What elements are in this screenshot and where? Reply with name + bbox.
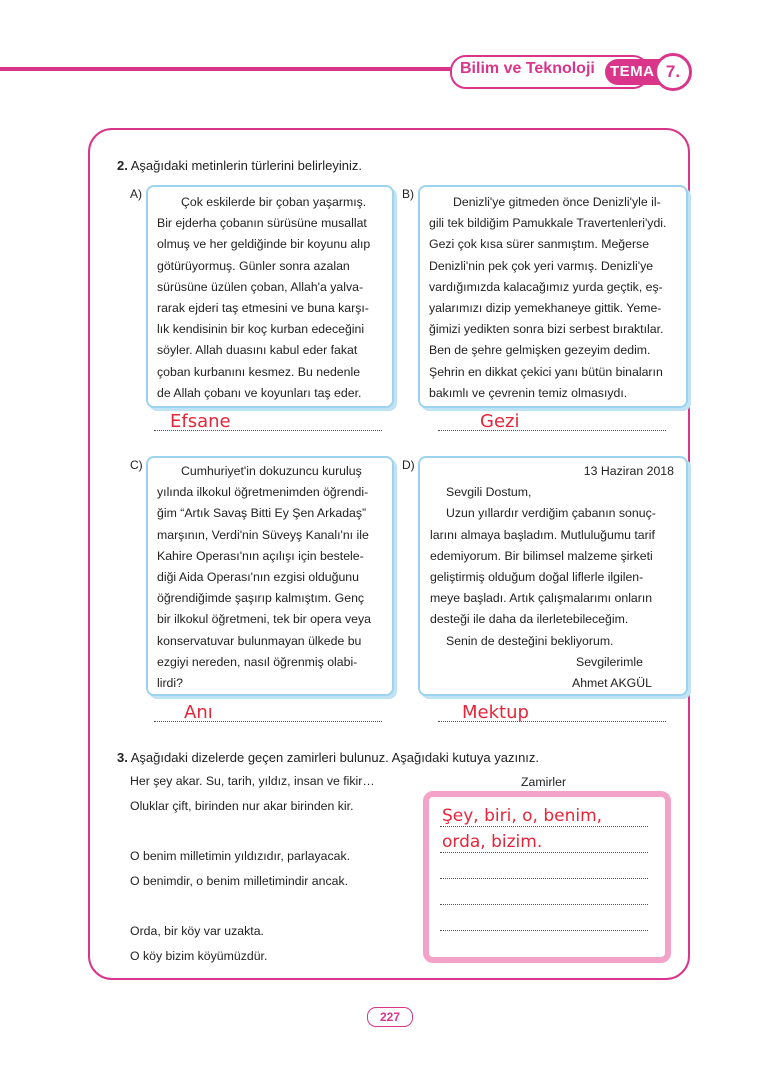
text-line: Ben de şehre gelmişken gezeyim dedim. xyxy=(429,343,651,358)
question-text: Aşağıdaki metinlerin türlerini belirleyiniz. xyxy=(130,158,362,173)
text-line: ğim “Artık Savaş Bitti Ey Şen Arkadaş” xyxy=(157,506,367,521)
tema-number: 7. xyxy=(665,62,681,81)
text-box-a xyxy=(146,185,394,408)
text-line: desteği ile daha da ilerletebileceğim. xyxy=(430,612,629,627)
verse-line: Her şey akar. Su, tarih, yıldız, insan ve fikir… xyxy=(130,774,375,788)
text-line: sürüsüne üzülen çoban, Allah'a yalva- xyxy=(157,279,364,294)
question-text: Aşağıdaki dizelerde geçen zamirleri bulunuz. Aşağıdaki kutuya yazınız. xyxy=(130,750,540,765)
text-line: geliştirmiş olduğum doğal liflerle ilgilen- xyxy=(430,570,644,585)
text-box-b xyxy=(418,185,688,408)
text-line: Gezi çok kısa sürer sanmıştım. Meğerse xyxy=(429,237,650,252)
theme-title: Bilim ve Teknoloji xyxy=(460,60,595,77)
text-line: edemiyorum. Bir bilimsel malzeme şirketi xyxy=(430,548,653,563)
text-line: Denizli'nin pek çok yeri varmış. Denizli'ye xyxy=(429,258,654,273)
letter-date: 13 Haziran 2018 xyxy=(583,464,674,478)
answer-line[interactable] xyxy=(440,878,648,879)
verse-line: O köy bizim köyümüzdür. xyxy=(130,949,268,963)
verse-line: Orda, bir köy var uzakta. xyxy=(130,924,264,938)
text-line: çoban kurbanını kesmez. Bu nedenle xyxy=(157,364,361,379)
text-line: meye başladı. Artık çalışmalarımı onların xyxy=(430,591,653,606)
answer-a: Efsane xyxy=(170,411,231,432)
text-c-body xyxy=(157,461,382,694)
text-line: Uzun yıllardır verdiğim çabanın sonuç- xyxy=(446,506,656,521)
answer-line[interactable] xyxy=(440,930,648,931)
text-line: yılında ilkokul öğretmenimden öğrendi- xyxy=(157,485,369,500)
answer-line[interactable] xyxy=(440,904,648,905)
text-line: rarak ejderi taş etmesini ve buna karşı- xyxy=(157,301,369,316)
text-box-d xyxy=(418,456,688,696)
question-number: 2. xyxy=(117,158,128,173)
text-c-letter: C) xyxy=(130,458,143,472)
text-line: Çok eskilerde bir çoban yaşarmış. xyxy=(181,195,367,209)
text-line: lık kendisinin bir koç kurban edeceğini xyxy=(157,322,365,337)
verse-line: Oluklar çift, birinden nur akar birinden kir. xyxy=(130,799,354,813)
text-box-c xyxy=(146,456,394,696)
pronoun-answer-line: Şey, biri, o, benim, xyxy=(442,806,603,826)
text-line: Şehrin en dikkat çekici yanı bütün binaların xyxy=(429,364,663,379)
answer-d: Mektup xyxy=(462,702,529,723)
text-line: götürüyormuş. Günler sonra azalan xyxy=(157,258,350,273)
text-line: diği Aida Operası'nın ezgisi olduğunu xyxy=(157,570,359,585)
text-line: Denizli'ye gitmeden önce Denizli'yle il- xyxy=(453,195,661,209)
text-d-body xyxy=(430,461,674,694)
text-line: gili tek bildiğim Pamukkale Travertenleri'ydi. xyxy=(429,216,667,231)
answer-line[interactable] xyxy=(440,826,648,827)
header-rule xyxy=(0,67,470,71)
text-line: ezgiyi nereden, nasıl öğrenmiş olabi- xyxy=(157,654,358,669)
letter-greeting: Sevgili Dostum, xyxy=(446,485,532,500)
verse-line: O benim milletimin yıldızıdır, parlayacak. xyxy=(130,849,351,863)
text-line: Cumhuriyet'in dokuzuncu kuruluş xyxy=(181,464,362,478)
answer-line-b[interactable] xyxy=(438,430,666,431)
page-number: 227 xyxy=(367,1007,413,1027)
text-line: bakımlı ve çevrenin temiz olmasıydı. xyxy=(429,385,628,400)
text-a-body xyxy=(157,192,382,404)
question-2-prompt xyxy=(117,158,362,173)
pronoun-box-label: Zamirler xyxy=(521,775,567,789)
answer-b: Gezi xyxy=(480,411,520,432)
text-line: lirdi? xyxy=(157,676,183,691)
text-line: ğimizi yedikten sonra bizi serbest bıraktılar. xyxy=(429,322,664,337)
text-line: de Allah çobanı ve koyunları taş eder. xyxy=(157,385,362,400)
text-line: Bir ejderha çobanın sürüsüne musallat xyxy=(157,216,367,231)
text-line: söyler. Allah duasını kabul eder fakat xyxy=(157,343,358,358)
text-line: öğrendiğimde şaşırıp kalmıştım. Genç xyxy=(157,591,365,606)
text-line: Kahire Operası'nın açılışı için bestele- xyxy=(157,548,364,563)
text-line: marşının, Verdi'nin Süveyş Kanalı'nı ile xyxy=(157,527,369,542)
letter-closing: Senin de desteğini bekliyorum. xyxy=(446,633,614,648)
text-line: vardığımızda kalacağımız yurda geçtik, eş- xyxy=(429,279,663,294)
question-number: 3. xyxy=(117,750,128,765)
text-b-body xyxy=(429,192,677,404)
answer-c: Anı xyxy=(184,702,213,723)
letter-regards: Sevgilerimle xyxy=(576,654,643,669)
letter-signature: Ahmet AKGÜL xyxy=(572,676,652,691)
text-line: olmuş ve her geldiğinde bir koyunu alıp xyxy=(157,237,371,252)
text-line: bir ilkokul öğretmeni, tek bir opera veya xyxy=(157,612,371,627)
text-line: konservatuvar bulunmayan ülkede bu xyxy=(157,633,362,648)
text-d-letter: D) xyxy=(402,458,415,472)
text-line: yalarımızı dizip yemekhaneye gittik. Yeme- xyxy=(429,301,662,316)
text-b-letter: B) xyxy=(402,187,414,201)
question-3-prompt xyxy=(117,750,539,765)
verse-line: O benimdir, o benim milletimindir ancak. xyxy=(130,874,349,888)
pronoun-answer-line: orda, bizim. xyxy=(442,832,543,852)
text-a-letter: A) xyxy=(130,187,142,201)
tema-label: TEMA xyxy=(610,63,655,80)
answer-line[interactable] xyxy=(440,852,648,853)
text-line: larını almaya başladım. Mutluluğumu tarif xyxy=(430,527,655,542)
